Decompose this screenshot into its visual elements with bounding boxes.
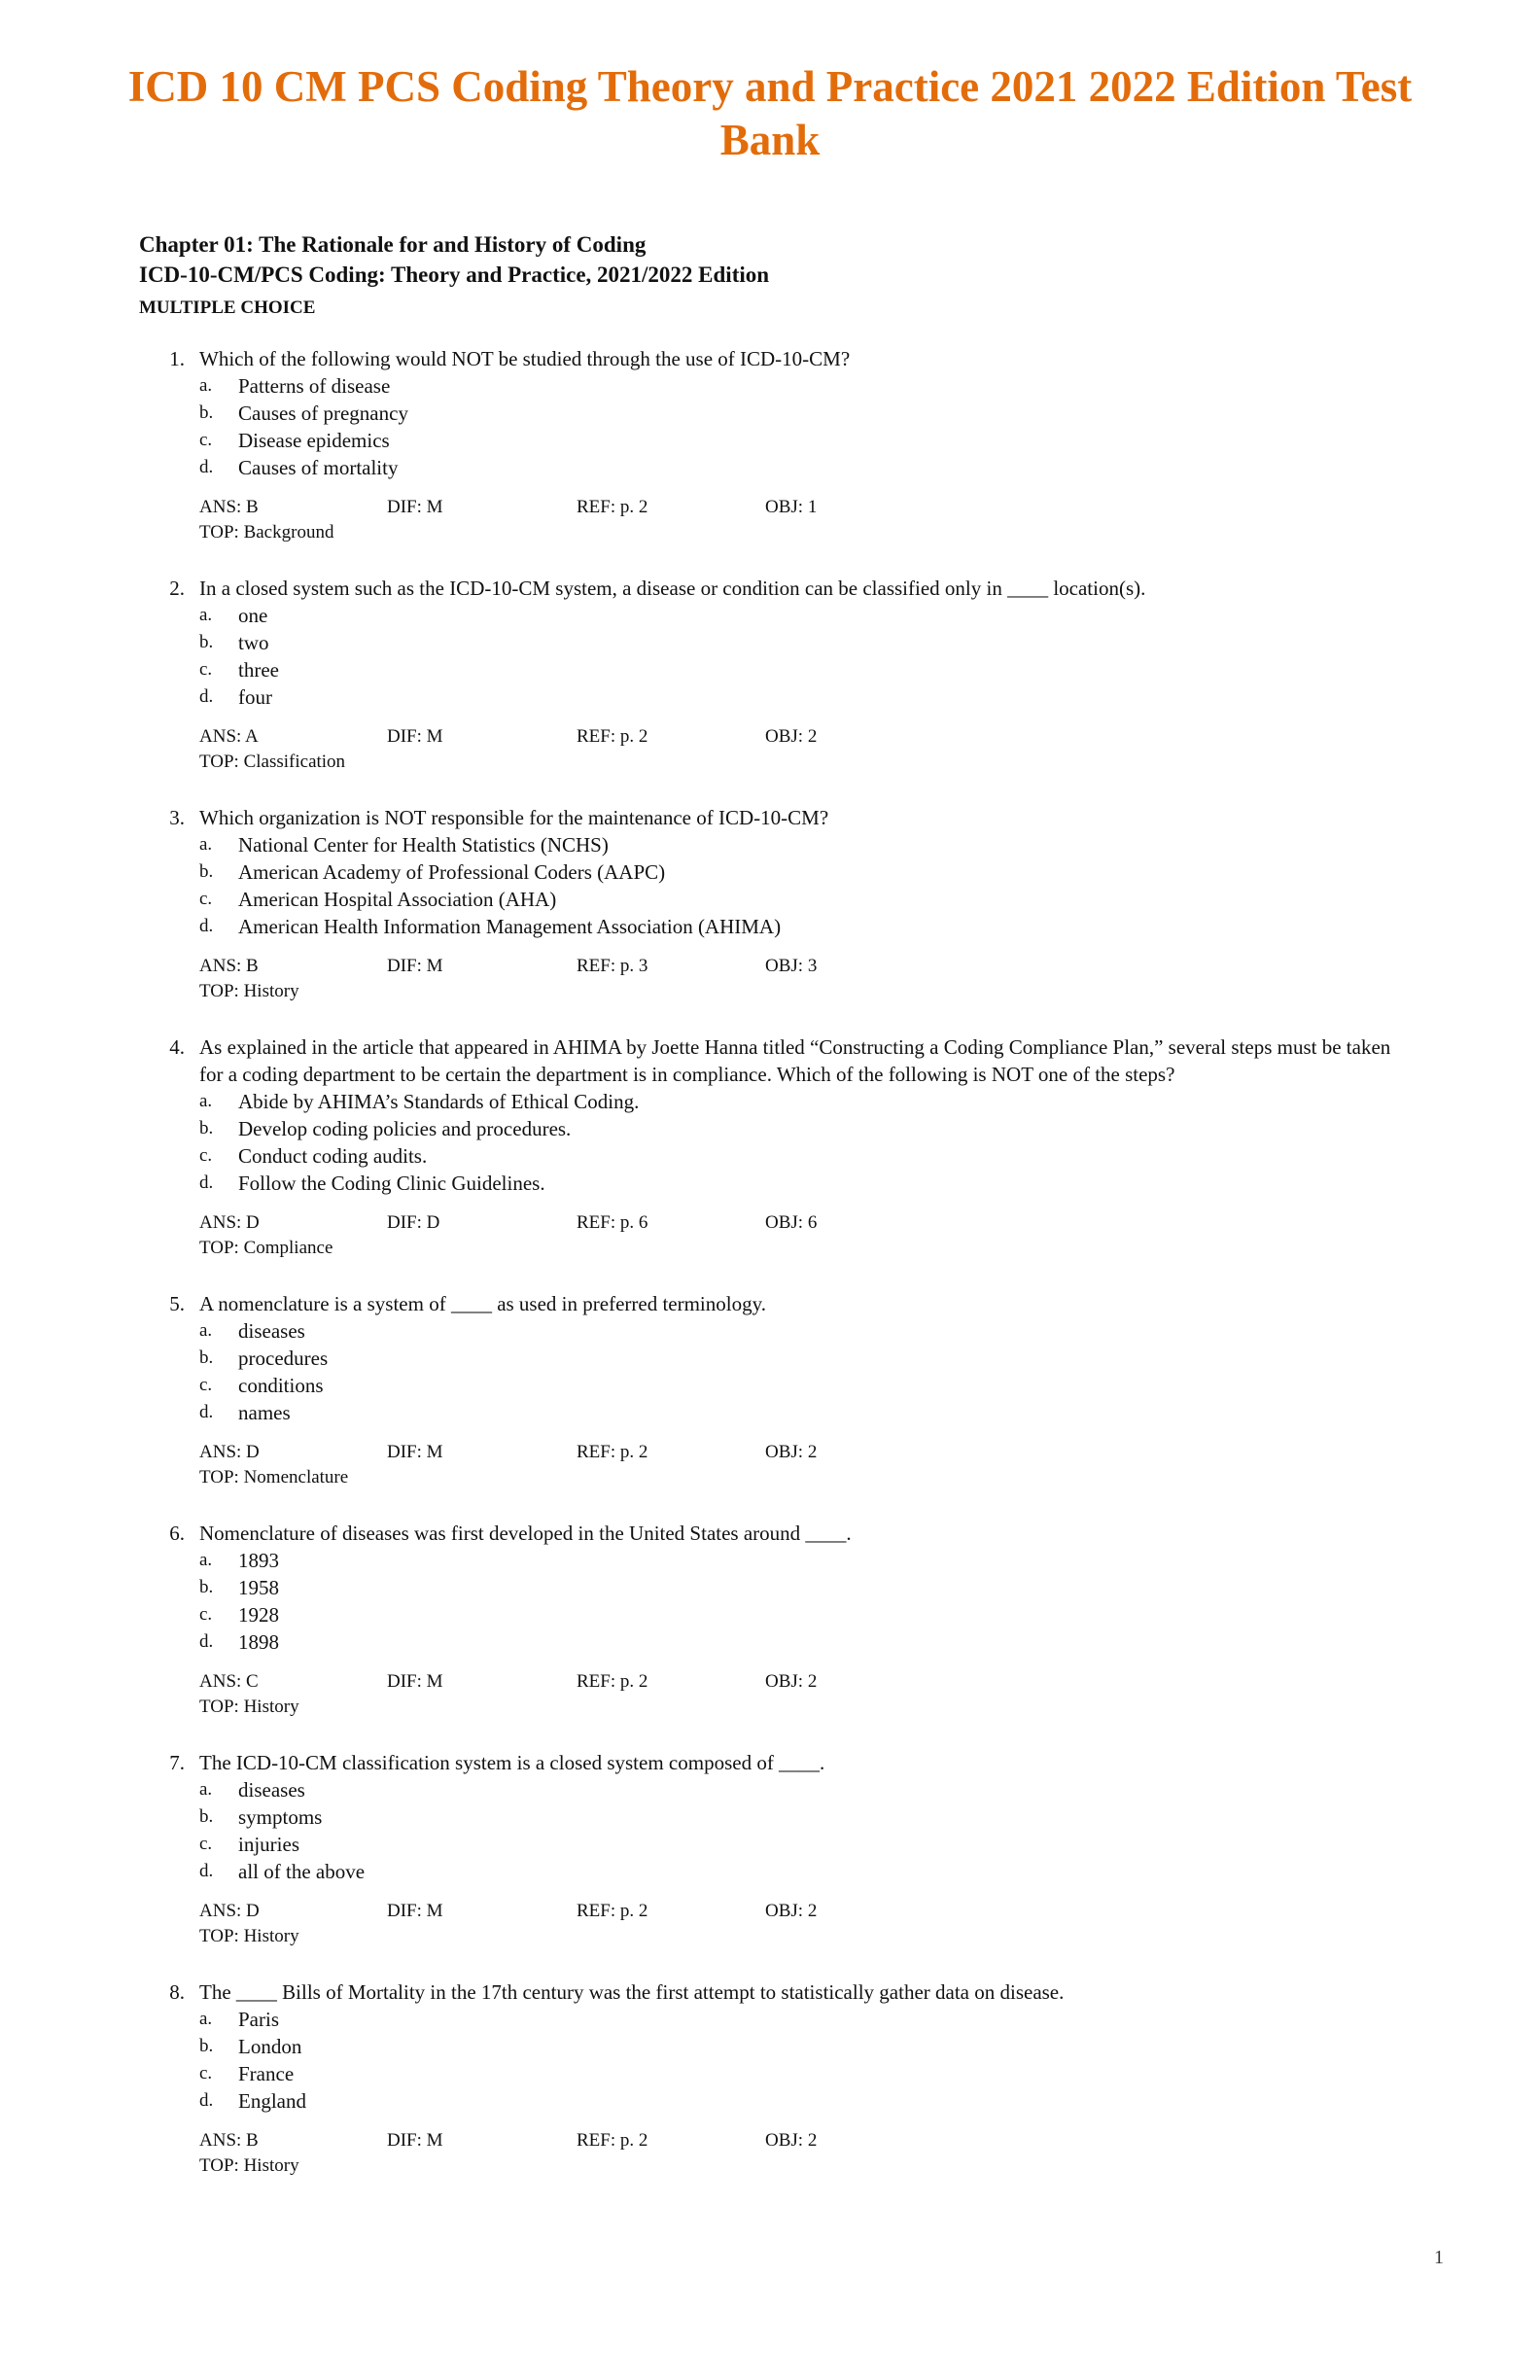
choice-text: Follow the Coding Clinic Guidelines.	[238, 1172, 545, 1195]
choice-text: National Center for Health Statistics (NCHS)	[238, 833, 609, 857]
topic: TOP: Background	[199, 522, 334, 542]
choice-text: four	[238, 685, 272, 709]
question-number: 6.	[169, 1522, 185, 1545]
choice-letter: d.	[199, 1172, 214, 1193]
objective: OBJ: 2	[765, 1901, 818, 1921]
answer-key: ANS: D	[199, 1901, 260, 1921]
question-stem	[0, 804, 1540, 831]
choice-text: Disease epidemics	[238, 429, 390, 452]
choice-letter: b.	[199, 2036, 214, 2056]
answer-choice	[0, 454, 1540, 481]
page-number: 1	[1434, 2247, 1444, 2268]
choice-letter: a.	[199, 1320, 213, 1341]
question-stem	[0, 1290, 1540, 1317]
choice-letter: d.	[199, 916, 214, 936]
choice-letter: a.	[199, 1550, 213, 1570]
question-text: Which of the following would NOT be studied through the use of ICD-10-CM?	[199, 347, 851, 370]
choice-text: Conduct coding audits.	[238, 1144, 428, 1168]
answer-metadata	[0, 1210, 1540, 1261]
choice-letter: c.	[199, 1834, 213, 1854]
question-stem	[0, 1033, 1540, 1088]
difficulty: DIF: D	[387, 1212, 440, 1233]
choice-text: procedures	[238, 1347, 329, 1370]
question-number: 3.	[169, 806, 185, 829]
objective: OBJ: 2	[765, 2130, 818, 2151]
answer-choice	[0, 400, 1540, 427]
page-reference: REF: p. 2	[577, 726, 648, 747]
difficulty: DIF: M	[387, 1671, 443, 1692]
choice-text: 1893	[238, 1549, 279, 1572]
question-item	[0, 1749, 1540, 1949]
choice-letter: b.	[199, 861, 214, 882]
answer-choice	[0, 1399, 1540, 1426]
choice-letter: b.	[199, 632, 214, 652]
answer-choices	[0, 2006, 1540, 2115]
answer-choices	[0, 831, 1540, 940]
choice-letter: d.	[199, 1861, 214, 1881]
answer-key: ANS: D	[199, 1442, 260, 1462]
answer-key: ANS: C	[199, 1671, 259, 1692]
answer-choice	[0, 1547, 1540, 1574]
question-text: Which organization is NOT responsible for the maintenance of ICD-10-CM?	[199, 806, 829, 829]
question-item	[0, 1033, 1540, 1261]
choice-letter: c.	[199, 659, 213, 680]
answer-choice	[0, 1372, 1540, 1399]
topic-row	[0, 1695, 1540, 1720]
choice-letter: d.	[199, 686, 214, 707]
question-number: 5.	[169, 1292, 185, 1315]
answer-choice	[0, 629, 1540, 656]
answer-metadata	[0, 724, 1540, 775]
answer-key: ANS: A	[199, 726, 259, 747]
choice-text: England	[238, 2089, 306, 2113]
question-stem	[0, 1749, 1540, 1776]
answer-choice	[0, 602, 1540, 629]
difficulty: DIF: M	[387, 497, 443, 517]
answer-choice	[0, 2033, 1540, 2060]
choice-text: France	[238, 2062, 295, 2085]
answer-choice	[0, 372, 1540, 400]
answer-choice	[0, 886, 1540, 913]
answer-metadata	[0, 495, 1540, 545]
topic: TOP: History	[199, 981, 299, 1001]
answer-choice	[0, 858, 1540, 886]
choice-letter: d.	[199, 2090, 214, 2111]
choice-text: symptoms	[238, 1805, 323, 1829]
answer-key-row	[0, 1899, 1540, 1924]
question-text: In a closed system such as the ICD-10-CM system, a disease or condition can be classified only in ____ location(s).	[199, 577, 1146, 600]
choice-text: diseases	[238, 1778, 305, 1802]
chapter-title: Chapter 01: The Rationale for and History of Coding	[139, 232, 647, 257]
answer-choice	[0, 1142, 1540, 1170]
answer-key-row	[0, 1669, 1540, 1695]
answer-key: ANS: D	[199, 1212, 260, 1233]
page-reference: REF: p. 2	[577, 1671, 648, 1692]
difficulty: DIF: M	[387, 726, 443, 747]
topic: TOP: Nomenclature	[199, 1467, 349, 1488]
question-item	[0, 345, 1540, 545]
choice-letter: b.	[199, 1577, 214, 1597]
answer-choice	[0, 656, 1540, 683]
answer-choice	[0, 1858, 1540, 1885]
page-reference: REF: p. 2	[577, 2130, 648, 2151]
answer-key-row	[0, 954, 1540, 979]
question-item	[0, 575, 1540, 775]
document-title: ICD 10 CM PCS Coding Theory and Practice 2021 2022 Edition Test Bank	[127, 62, 1413, 164]
choice-text: Abide by AHIMA’s Standards of Ethical Coding.	[238, 1090, 640, 1113]
choice-text: all of the above	[238, 1860, 366, 1883]
choice-text: conditions	[238, 1374, 324, 1397]
choice-letter: d.	[199, 1402, 214, 1422]
answer-metadata	[0, 954, 1540, 1004]
answer-choice	[0, 2087, 1540, 2115]
topic-row	[0, 979, 1540, 1004]
answer-choice	[0, 1345, 1540, 1372]
topic: TOP: History	[199, 2155, 299, 2176]
choice-letter: a.	[199, 1091, 213, 1111]
topic-row	[0, 1465, 1540, 1490]
choice-text: three	[238, 658, 279, 682]
book-edition-title: ICD-10-CM/PCS Coding: Theory and Practice, 2021/2022 Edition	[139, 262, 770, 287]
choice-text: Causes of mortality	[238, 456, 399, 479]
answer-choice	[0, 913, 1540, 940]
page-reference: REF: p. 2	[577, 1901, 648, 1921]
difficulty: DIF: M	[387, 1442, 443, 1462]
choice-letter: b.	[199, 1118, 214, 1138]
section-label: MULTIPLE CHOICE	[139, 298, 316, 318]
answer-key: ANS: B	[199, 2130, 259, 2151]
choice-text: two	[238, 631, 269, 654]
choice-text: Paris	[238, 2008, 279, 2031]
question-number: 1.	[169, 347, 185, 370]
question-item	[0, 1978, 1540, 2179]
topic: TOP: History	[199, 1697, 299, 1717]
choice-text: one	[238, 604, 268, 627]
topic-row	[0, 750, 1540, 775]
question-stem	[0, 1978, 1540, 2006]
answer-choices	[0, 602, 1540, 711]
answer-metadata	[0, 1669, 1540, 1720]
answer-choice	[0, 1628, 1540, 1656]
objective: OBJ: 2	[765, 726, 818, 747]
answer-choice	[0, 1601, 1540, 1628]
choice-letter: a.	[199, 1779, 213, 1800]
answer-choices	[0, 372, 1540, 481]
answer-key: ANS: B	[199, 497, 259, 517]
answer-key-row	[0, 1210, 1540, 1236]
answer-choice	[0, 1776, 1540, 1803]
question-item	[0, 1290, 1540, 1490]
question-stem	[0, 1520, 1540, 1547]
topic: TOP: Classification	[199, 752, 346, 772]
choice-letter: c.	[199, 2063, 213, 2083]
objective: OBJ: 6	[765, 1212, 818, 1233]
choice-text: 1958	[238, 1576, 279, 1599]
topic: TOP: Compliance	[199, 1238, 333, 1258]
choice-text: American Academy of Professional Coders (AAPC)	[238, 860, 666, 884]
answer-choice	[0, 1574, 1540, 1601]
choice-text: American Hospital Association (AHA)	[238, 888, 557, 911]
page-reference: REF: p. 2	[577, 497, 648, 517]
difficulty: DIF: M	[387, 1901, 443, 1921]
answer-key-row	[0, 1440, 1540, 1465]
choice-text: Causes of pregnancy	[238, 402, 408, 425]
choice-letter: d.	[199, 457, 214, 477]
choice-letter: b.	[199, 1348, 214, 1368]
choice-letter: c.	[199, 889, 213, 909]
choice-text: diseases	[238, 1319, 305, 1343]
question-number: 2.	[169, 577, 185, 600]
question-list	[0, 345, 1540, 2208]
choice-letter: b.	[199, 1806, 214, 1827]
question-number: 4.	[169, 1035, 185, 1059]
choice-text: Patterns of disease	[238, 374, 391, 398]
topic-row	[0, 1236, 1540, 1261]
question-item	[0, 804, 1540, 1004]
objective: OBJ: 2	[765, 1442, 818, 1462]
choice-letter: c.	[199, 430, 213, 450]
question-stem	[0, 575, 1540, 602]
choice-text: London	[238, 2035, 302, 2058]
question-text: A nomenclature is a system of ____ as used in preferred terminology.	[199, 1292, 766, 1315]
question-number: 8.	[169, 1980, 185, 2004]
answer-choices	[0, 1317, 1540, 1426]
question-text: The ____ Bills of Mortality in the 17th century was the first attempt to statistically gather data on disease.	[199, 1980, 1065, 2004]
choice-letter: b.	[199, 402, 214, 423]
answer-metadata	[0, 1440, 1540, 1490]
answer-choice	[0, 1088, 1540, 1115]
answer-choice	[0, 2060, 1540, 2087]
topic-row	[0, 2153, 1540, 2179]
answer-choice	[0, 1115, 1540, 1142]
answer-key-row	[0, 2128, 1540, 2153]
choice-text: American Health Information Management Association (AHIMA)	[238, 915, 782, 938]
answer-choices	[0, 1776, 1540, 1885]
page-reference: REF: p. 6	[577, 1212, 648, 1233]
choice-letter: a.	[199, 2009, 213, 2029]
question-text: As explained in the article that appeared in AHIMA by Joette Hanna titled “Constructing a Coding Compliance Plan,” several steps must be taken for a coding department to be certain the department is in compliance. Which of the following is NOT one of the steps?	[199, 1035, 1391, 1086]
answer-choice	[0, 1170, 1540, 1197]
answer-choice	[0, 1803, 1540, 1831]
page-reference: REF: p. 2	[577, 1442, 648, 1462]
topic-row	[0, 1924, 1540, 1949]
answer-choice	[0, 427, 1540, 454]
choice-text: 1928	[238, 1603, 279, 1627]
answer-choice	[0, 831, 1540, 858]
question-number: 7.	[169, 1751, 185, 1774]
choice-text: Develop coding policies and procedures.	[238, 1117, 572, 1140]
choice-text: names	[238, 1401, 291, 1424]
question-text: Nomenclature of diseases was first developed in the United States around ____.	[199, 1522, 852, 1545]
question-item	[0, 1520, 1540, 1720]
answer-key-row	[0, 495, 1540, 520]
choice-letter: c.	[199, 1375, 213, 1395]
choice-letter: a.	[199, 834, 213, 855]
answer-key-row	[0, 724, 1540, 750]
page-reference: REF: p. 3	[577, 956, 648, 976]
choice-letter: c.	[199, 1145, 213, 1166]
choice-text: 1898	[238, 1630, 279, 1654]
difficulty: DIF: M	[387, 956, 443, 976]
difficulty: DIF: M	[387, 2130, 443, 2151]
answer-choice	[0, 683, 1540, 711]
objective: OBJ: 2	[765, 1671, 818, 1692]
answer-choices	[0, 1547, 1540, 1656]
question-text: The ICD-10-CM classification system is a closed system composed of ____.	[199, 1751, 825, 1774]
answer-choice	[0, 1831, 1540, 1858]
objective: OBJ: 3	[765, 956, 818, 976]
topic: TOP: History	[199, 1926, 299, 1946]
answer-choice	[0, 2006, 1540, 2033]
choice-letter: d.	[199, 1631, 214, 1652]
choice-text: injuries	[238, 1833, 299, 1856]
choice-letter: a.	[199, 375, 213, 396]
chapter-heading	[139, 229, 769, 290]
answer-choices	[0, 1088, 1540, 1197]
answer-key: ANS: B	[199, 956, 259, 976]
choice-letter: a.	[199, 605, 213, 625]
objective: OBJ: 1	[765, 497, 818, 517]
choice-letter: c.	[199, 1604, 213, 1625]
question-stem	[0, 345, 1540, 372]
topic-row	[0, 520, 1540, 545]
answer-metadata	[0, 1899, 1540, 1949]
answer-choice	[0, 1317, 1540, 1345]
answer-metadata	[0, 2128, 1540, 2179]
